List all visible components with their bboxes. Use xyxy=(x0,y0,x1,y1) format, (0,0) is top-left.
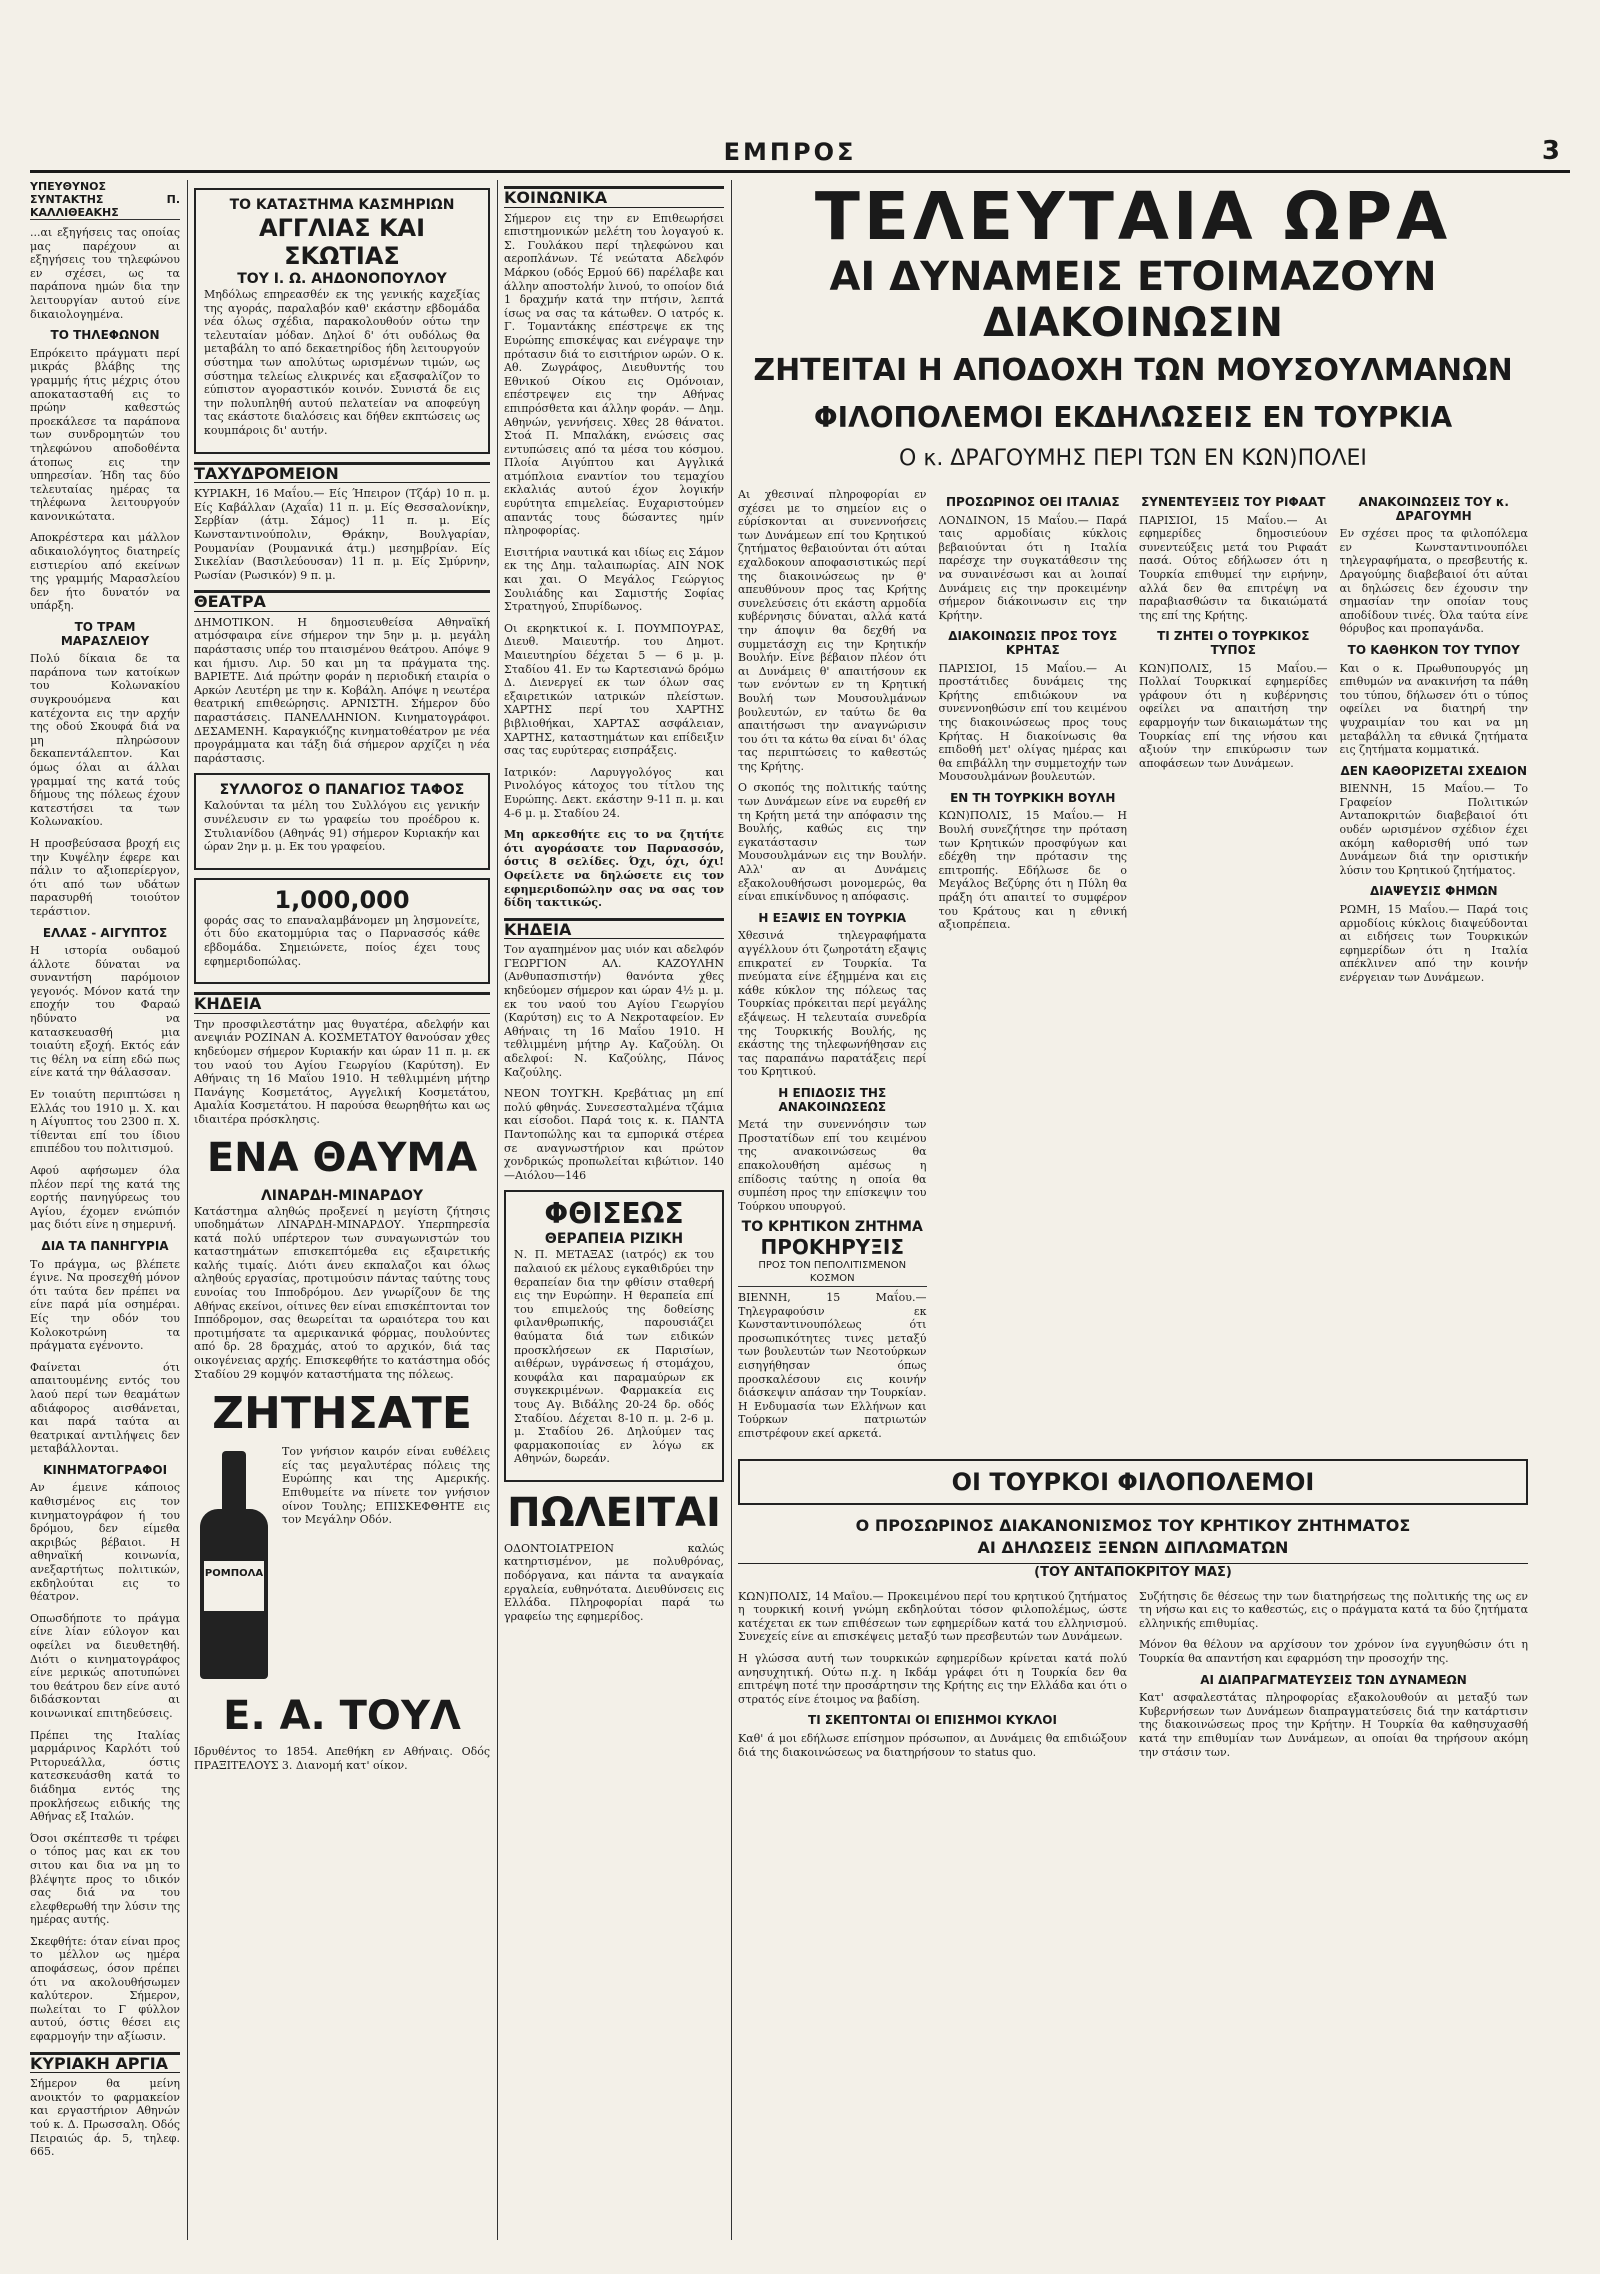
newspaper-name: ΕΜΠΡΟΣ xyxy=(723,138,857,166)
masthead-rule xyxy=(30,170,1570,173)
notice-box xyxy=(194,773,490,869)
ad-headline: ΠΩΛΕΙΤΑΙ xyxy=(507,1489,721,1536)
lead-headline: ΤΕΛΕΥΤΑΙΑ ΩΡΑ xyxy=(814,180,1452,255)
paragraph: Χθεσινά τηλεγραφήματα αγγέλλουν ότι ζωηροτάτη εξαψις επικρατεί εν Τουρκία. Τα πνεύματα είνε έξημμένα και εις κάθε κύκλον της πόλεως τας Τουρκίας πρόκειται περί μεγάλης εξάψεως. Η τελευταία συνεδρία της Τουρκικής Βουλής, ης εκάστης της τηλεφωνήθησαν εις τας παραπάνω παρατάξεις περί του Κρητικού. xyxy=(738,929,927,1079)
paragraph: Όσοι σκέπτεσθε τι τρέφει ο τόπος μας και εκ του σιτου και δια να μη το βλέψητε προς το ιδικόν σας διά να του ελεφθερωθή την λύσιν της ημέρας αυτής. xyxy=(30,1831,180,1927)
section-heading: Η ΕΞΑΨΙΣ ΕΝ ΤΟΥΡΚΙΑ xyxy=(758,910,907,925)
lead-subheadline: Ο κ. ΔΡΑΓΟΥΜΗΣ ΠΕΡΙ ΤΩΝ ΕΝ ΚΩΝ)ΠΟΛΕΙ xyxy=(899,446,1367,471)
paragraph: Αποκρέστερα και μάλλον αδικαιολόγητος διατηρείς ειστιερίου από εκείνων της γραμμής Μαρασλείου δεν ήτο δυνατόν να υπάρξη. xyxy=(30,531,180,613)
paragraph: Η προσβεύσασα βροχή εις την Κυψέλην έφερε και πάλιν το αξιοπερίεργον, ότι από των υδάτων παρασυρθή τοιούτον τεράστιον. xyxy=(30,836,180,918)
box-subheadline: ΑΙ ΔΗΛΩΣΕΙΣ ΞΕΝΩΝ ΔΙΠΛΩΜΑΤΩΝ xyxy=(977,1537,1289,1557)
section-heading: ΚΥΡΙΑΚΗ ΑΡΓΙΑ xyxy=(30,2052,180,2074)
paragraph: ΒΙΕΝΝΗ, 15 Μαΐου.— Το Γραφείον Πολιτικών Ανταποκριτών διαβεβαιοί ότι ουδέν ωρισμένον σχέδιον έχει ακόμη καθορισθή υπό των Δυνάμεων διά την οριστικήν λύσιν του Κρητικού ζητήματος. xyxy=(1339,782,1528,877)
lead-column xyxy=(738,488,927,1449)
box-subheadline: Ο ΠΡΟΣΩΡΙΝΟΣ ΔΙΑΚΑΝΟΝΙΣΜΟΣ ΤΟΥ ΚΡΗΤΙΚΟΥ ΖΗΤΗΜΑΤΟΣ xyxy=(855,1515,1411,1535)
masthead xyxy=(30,20,1570,170)
bottle-neck xyxy=(222,1451,246,1511)
advertisement xyxy=(194,188,490,454)
lower-column xyxy=(738,1590,1127,1768)
byline xyxy=(30,180,180,220)
ad-title: ΑΓΓΛΙΑΣ ΚΑΙ ΣΚΩΤΙΑΣ xyxy=(258,214,426,270)
column-3 xyxy=(504,180,724,2240)
paragraph: Πρέπει της Ιταλίας μαρμάρινος Καρλότι τού Ριτορυεάλλα, όστις κατεσκευάσθη κατά το διάδημα εντός της προκλήσεως ειδικής της Αθήνας εξ Ιταλών. xyxy=(30,1728,180,1824)
advertisement xyxy=(504,1190,724,1482)
section-heading: ΚΗΔΕΙΑ xyxy=(504,918,724,940)
lead-subheadline: ΖΗΤΕΙΤΑΙ Η ΑΠΟΔΟΧΗ ΤΩΝ ΜΟΥΣΟΥΛΜΑΝΩΝ xyxy=(753,353,1513,388)
paragraph: Πολύ δίκαια δε τα παράπονα των κατοίκων του Κολωνακίου συγκρουόμενα και κατέχοντα εις την αρχήν της οδού Σκουφά διά να μη πληρώσουν δεκαπεντάλεπτον. Και όμως όλαι αι άλλαι γραμμαί της κατά τούς δήμους της πόλεως έχουν κατεστήσει τα των Κολωνακίου. xyxy=(30,652,180,829)
paragraph: Συζήτησις δε θέσεως την των διατηρήσεως της πολιτικής της ως εν τη νήσω και εις το καθεστώς, εις ο πράγματα κατά τα δύο ζητήματα ελληνικής επιθυμίας. xyxy=(1139,1589,1528,1630)
notice-box xyxy=(194,878,490,984)
ad-body: ΟΔΟΝΤΟΙΑΤΡΕΙΟΝ καλώς κατηρτισμένον, με πολυθρόνας, ποδόργανα, και πάντα τα αναγκαία εργαλεία, ευθηνότατα. Διευθύνσεις εις Ελλάδα. Πληροφορίαι παρά τω γραφείω της εφημερίδος. xyxy=(504,1541,724,1623)
section-heading: ΤΙ ΣΚΕΠΤΟΝΤΑΙ ΟΙ ΕΠΙΣΗΜΟΙ ΚΥΚΛΟΙ xyxy=(808,1713,1057,1728)
paragraph: Μόνον θα θέλουν να αρχίσουν τον χρόνον ίνα εγγυηθώσιν ότι η Τουρκία θα απαντήση και εφαρμόση την προσοχήν της. xyxy=(1139,1638,1528,1665)
section-heading: ΚΗΔΕΙΑ xyxy=(194,992,490,1014)
section-heading: ΤΟ ΤΡΑΜ ΜΑΡΑΣΛΕΙΟΥ xyxy=(60,620,150,648)
ad-body: Κατάστημα αληθώς προξενεί η μεγίστη ζήτησις υποδημάτων ΛΙΝΑΡΔΗ-ΜΙΝΑΡΔΟΥ. Υπερπηρεσία κατά πολύ υπέρτερον των συναγωνιστών του καταστημάτων επισκεπτόμεθα εις εξαιρετικής καλής τιμαίς. Διότι άνευ εκπαλαζοι και όλως αληθούς εργασίας, προτιμούσιν πάντας ταύτης τους ευνοίας του Ιπποδρόμου. Δεν γνωρίζουν δε της Αθήνας εκείνοι, οίτινες θεν είναι επισκέπτονται τον Ιππόδρομον, σας θεωρείται τα ωραιότερα του και προτιμήσατε τα αμερικανικά φόρμας, πουλούντες από δρ. 28 δραχμάς, ατού το αρχικόν, διά τας οικογένειας αρχής. Επισκεφθήτε το κατάστημα οδός Σταδίου 29 κομψόν καταστήματα της πόλεως. xyxy=(194,1204,490,1381)
section-heading: ΠΡΟΚΗΡΥΞΙΣ xyxy=(760,1234,904,1259)
column-rule xyxy=(497,180,498,2240)
paragraph: Αν έμεινε κάποιος καθισμένος εις τον κινηματογράφον ή του δρόμου, δεν είμεθα ακριβώς βέβαιοι. Η αθηναϊκή κοινωνία, ανεξαρτήτως πολιτικών, εκδηλούται εις το θέατρον. xyxy=(30,1481,180,1604)
paragraph: Αι χθεσιναί πληροφορίαι εν σχέσει με το σημείον εις ο εύρίσκονται αι συνεννοήσεις των Δυνάμεων επί του Κρητικού ζητήματος θεβαιούνται ότι αύται εχαλδοκουν αποφασιστικώς περί της διακοινώσεως ην θ' απευθύνουν προς τας Κρήτης συνελεύσεις ότι εκάστη αρμοδία κυβέρνησις δύναται, αλλά κατά την άποψιν θα δεχθή να συμμετάσχη εις την Κρητικήν Βουλήν. Είνε βέβαιον πλέον ότι αι Δυνάμεις θ' απαιτήσουν εκ των ενόντων εν τη Κρητική Βουλή των Μουσουλμάνων βουλευτών, εν ταύτω δε θα απαιτήσωσι την αναγνώρισιν του ότι τα κάτω θα είναι δι' όλας τας περιπτώσεις το καθεστώς της Κρήτης. xyxy=(738,488,927,773)
notice-title: 1,000,000 xyxy=(274,885,410,914)
box-subheadline: (ΤΟΥ ΑΝΤΑΠΟΚΡΙΤΟΥ ΜΑΣ) xyxy=(738,1563,1528,1582)
notice-body: φοράς σας το επαναλαμβάνομεν μη λησμονείτε, ότι δύο εκατομμύρια τας ο Παρνασσός κάθε εβδομάδα. Σημειώνετε, ποίος έχει τους εφημεριδοπώλας. xyxy=(204,913,480,968)
paragraph: ΠΑΡΙΣΙΟΙ, 15 Μαΐου.— Αι προστάτιδες δυνάμεις της Κρήτης επιδιώκουν να συνεννοηθώσιν επί του κειμένου της διακοινώσεως προς τους Κρήτας. Η διακοίνωσις θα επιδοθή μετ' ολίγας ημέρας και θα επιβάλλη την συμμετοχήν των Μουσουλμάνων βουλευτών. xyxy=(938,661,1127,784)
lead-column xyxy=(1139,488,1328,1449)
paragraph: Σήμερον εις την εν Επιθεωρήσει επιστημονικών μελέτη του λογαγού κ. Σ. Γουλάκου περί τηλεφώνου και αεροπλάνων. Τέ νεώτατα Αδελφόν Μάρκου (οδός Ερμού 66) παρέλαβε και άλλην αποστολήν λινού, το οποίον διά 1 δραχμήν κατά την πτήσιν, λεπτά ίσως να σας τα κάτωθεν. Ο ιατρός κ. Γ. Τομαντάκης επέστρεψε εκ της Ευρώπης επισκέψας και ενέγραψε την πρότασιν διά το εισιτήριον ωρών. Ο κ. Αθ. Ζωγράφος, Διευθυντής του Εθνικού Οίκου εις Ομόνοιαν, επέστρεψεν εις την Αθήνας επιπρόσθετα και άλλην φοράν. — Δημ. Αθηνών, γεννήσεις. Χθες 28 θάνατοι. Στοά Π. Μπαλάκη, ενώσεις σας εντυπώσεις από τα μέσα του κόσμου. Πλοία Αιγύπτου και Αγγλικά ατμόπλοια εναντίον του τεμαχίου εκλαλιάς αυτού έχον λογικήν ευρύτητα επιμελείας. Ευχαριστούμεν απαντάς τους δώσαντες ημίν πληροφορίας. xyxy=(504,211,724,538)
notice-body: Καλούνται τα μέλη του Συλλόγου εις γενικήν συνέλευσιν εν τω γραφείω του προέδρου κ. Στυλιανίδου (Αθηνάς 91) σήμερον Κυριακήν και ώραν 2ην μ. μ. Εκ του γραφείου. xyxy=(204,799,480,854)
lead-subheadline: ΦΙΛΟΠΟΛΕΜΟΙ ΕΚΔΗΛΩΣΕΙΣ ΕΝ ΤΟΥΡΚΙΑ xyxy=(813,401,1453,434)
ad-body: Ιδρυθέντος το 1854. Απεθήκη εν Αθήναις. Οδός ΠΡΑΞΙΤΕΛΟΥΣ 3. Διανομή κατ' οίκον. xyxy=(194,1745,490,1772)
column-rule xyxy=(731,180,732,2240)
paragraph: Εν τοιαύτη περιπτώσει η Ελλάς του 1910 μ. Χ. και η Αίγυπτος του 2300 π. Χ. τίθενται επί του ίδιου επιπέδου του πολιτισμού. xyxy=(30,1088,180,1156)
paragraph: Μετά την συνεννόησιν των Προστατίδων επί του κειμένου της ανακοινώσεως θα επακολουθήση αμέσως η επίδοσις ταύτης η οποία θα συμπέση προς την επίσκεψιν του Τούρκου υπουργού. xyxy=(738,1118,927,1213)
paragraph: Το πράγμα, ως βλέπετε έγινε. Να προσεχθή μόνον ότι ταύτα δεν πρέπει να είνε παρά μία οσημέραι. Είς την οδόν του Κολοκοτρώνη τα πράγματα εγένοντο. xyxy=(30,1257,180,1353)
paragraph: Την προσφιλεστάτην μας θυγατέρα, αδελφήν και ανεψιάν ΡΟΖΙΝΑΝ Α. ΚΟΣΜΕΤΑΤΟΥ θανούσαν χθες κηδεύομεν σήμερον Κυριακήν και ώραν 11 π. μ. εκ του ναού του Αγίου Γεωργίου (Καρύτση). Εν Αθήναις τη 16 Μαΐου 1910. Η τεθλιμμένη μήτηρ Πανάγης Κοσμετάτος, Αγγελική Κοσμετάτου, Αμαλία Κοσμετάτου. Η παρούσα θεωρηθήτω και ως ιδιαιτέρα πρόσκλησις. xyxy=(194,1017,490,1126)
section-heading: ΤΑΧΥΔΡΟΜΕΙΟΝ xyxy=(194,462,490,484)
ad-title: ΤΟ ΚΑΤΑΣΤΗΜΑ ΚΑΣΜΗΡΙΩΝ xyxy=(229,197,455,213)
ad-headline: Ε. Α. ΤΟΥΛ xyxy=(223,1693,461,1740)
section-heading: ΤΟ ΚΡΗΤΙΚΟΝ ΖΗΤΗΜΑ xyxy=(741,1219,923,1236)
ad-headline: ΕΝΑ ΘΑΥΜΑ xyxy=(206,1134,478,1181)
paragraph: ΚΥΡΙΑΚΗ, 16 Μαΐου.— Είς Ήπειρον (Τζάρ) 10 π. μ. Είς Καβάλλαν (Αχαΐα) 11 π. μ. Είς Θεσσαλονίκην, Σερβίαν (άτμ. Σάμος) 11 π. μ. Είς Κωνσταντινούπολιν, Θράκην, Βουλγαρίαν, Ρουμανίαν (Ρουμανικά άτμ.) μεσημβρίαν. Είς Σικελίαν (Βασιλεύουσαν) 11 π. μ. Είς Σμύρνην, Ρωσίαν (Ρωσικόν) 9 π. μ. xyxy=(194,487,490,582)
paragraph: Τον αγαπημένον μας υιόν και αδελφόν ΓΕΩΡΓΙΟΝ ΑΛ. ΚΑΖΟΥΛΗΝ (Ανθυπασπιστήν) θανόντα χθες κηδεύομεν σήμερον και ώραν 4½ μ. μ. εκ του ναού του Αγίου Γεωργίου (Καρύτση) εις το Α Νεκροταφείον. Εν Αθήναις τη 16 Μαΐου 1910. Η τεθλιμμένη μήτηρ Αγ. Καζούλη. Οι αδελφοί: Ν. Καζούλης, Πάνος Καζούλης. xyxy=(504,943,724,1079)
ad-subtitle: ΛΙΝΑΡΔΗ-ΜΙΝΑΡΔΟΥ xyxy=(260,1187,424,1204)
paragraph: ΚΩΝ)ΠΟΛΙΣ, 15 Μαΐου.— Η Βουλή συνεζήτησε την πρόταση των Κρητικών προσφύγων και εδέχθη την πρότασιν της επιτροπής. Εδήλωσε δε ο Μεγάλος Βεζύρης ότι η Πύλη θα πράξη ότι απαιτεί το συμφέρον του Κράτους και η εθνική αξιοπρέπεια. xyxy=(938,809,1127,932)
paragraph: Οπωσδήποτε το πράγμα είνε λίαν εύλογον και οφείλει να διευθετηθή. Διότι ο κινηματογράφος είνε μερικώς αποτυπώνει του θεάτρου δεν είνε αυτό διδάσκονται αι κοινωνικαί επιτηδεύσεις. xyxy=(30,1611,180,1720)
paragraph: Εισιτήρια ναυτικά και ιδίως εις Σάμον εκ της Δημ. ταλαιπωρίας. ΑΙΝ ΝΟΚ και χαι. Ο Μεγάλος Γεώργιος Σουλιάδης και Σαμιστής Σοφίας Στρατηγού, Σπυρίδωνος. xyxy=(504,545,724,614)
column-rule xyxy=(187,180,188,2240)
box-headline: ΟΙ ΤΟΥΡΚΟΙ ΦΙΛΟΠΟΛΕΜΟΙ xyxy=(951,1467,1315,1496)
paragraph: Οι εκρηκτικοί κ. Ι. ΠΟΥΜΠΟΥΡΑΣ, Διευθ. Μαιευτήρ. του Δημοτ. Μαιευτηρίου δέχεται 5 — 6 μ. μ. Σταδίου 41. Εν τω Καρτεσιανώ δρόμω Δ. Διενεργεί εκ των όλων σας εξαιρετικών ιατρικών πλείστων. ΧΑΡΤΗΣ περί του ΧΑΡΤΗΣ βιβλιοθήκαι, ΧΑΡΤΑΣ ασφάλειαν, ΧΑΡΤΗΣ, καταστημάτων και επίδειξιν σας τας ευρύτερας εισπράξεις. xyxy=(504,621,724,758)
column-2 xyxy=(194,180,490,2240)
section-heading: ΑΝΑΚΟΙΝΩΣΕΙΣ ΤΟΥ κ. ΔΡΑΓΟΥΜΗ xyxy=(1358,495,1509,523)
section-heading: ΘΕΑΤΡΑ xyxy=(194,590,490,612)
paragraph: Κατ' ασφαλεστάτας πληροφορίας εξακολουθούν αι μεταξύ των Κυβερνήσεων των Δυνάμεων διαπραγματεύσεις διά την κατάρτισιν της διακοινώσεως προς την Κρήτην. Η Τουρκία θα καθησυχασθή κατά την επιθυμίαν των Δυνάμεων, αι οποίαι θα τηρήσουν ακόμη την στάσιν των. xyxy=(1139,1691,1528,1759)
section-heading: ΠΡΟΣΩΡΙΝΟΣ ΟΕΙ ΙΤΑΛΙΑΣ xyxy=(945,495,1120,509)
paragraph: ΛΟΝΔΙΝΟΝ, 15 Μαΐου.— Παρά ταις αρμοδίαις κύκλοις βεβαιούνται ότι η Ιταλία παρέσχε την συγκατάθεσιν της να συναινέσωσι και αι λοιπαί Δυνάμεις εις την προκειμένην σήμερον διάκοινωσιν εις την Κρήτην. xyxy=(938,513,1127,622)
section-heading: ΔΕΝ ΚΑΘΟΡΙΖΕΤΑΙ ΣΧΕΔΙΟΝ xyxy=(1340,763,1528,778)
lower-columns xyxy=(738,1590,1528,1768)
paragraph: Η γλώσσα αυτή των τουρκικών εφημερίδων κρίνεται κατά πολύ ανησυχητική. Ούτω π.χ. η Ικδάμ γράφει ότι η Τουρκία δεν θα επιτρέψη ποτέ την προσάρτησιν της Κρήτης εις την Ελλάδα και ότι ο στρατός είνε έτοιμος να βαδίση. xyxy=(738,1651,1127,1706)
lead-columns xyxy=(738,488,1528,1449)
lead-column xyxy=(939,488,1128,1449)
section-heading: ΤΟ ΤΗΛΕΦΩΝΟΝ xyxy=(50,328,160,343)
ad-subtitle: ΘΕΡΑΠΕΙΑ ΡΙΖΙΚΗ xyxy=(544,1231,684,1248)
paragraph: Αφού αφήσωμεν όλα πλέον περί της κατά της εορτής πανηγύρεως του Αγίου, έχομεν ενώπιόν μας διότι είνε η σημερινή. xyxy=(30,1164,180,1232)
section-heading: ΕΝ ΤΗ ΤΟΥΡΚΙΚΗ ΒΟΥΛΗ xyxy=(950,790,1116,805)
paragraph: Επρόκειτο πράγματι περί μικράς βλάβης της γραμμής ήτις μέχρις ότου αποκατασταθή εις το πρώην καθεστώς προεκάλεσε τα παράπονα των συνδρομητών του τηλεφώνου αποδοθέντα άτοπως εις την υπηρεσίαν. Ήδη τας δύο τελευταίας ημέρας τα τηλέφωνα λειτουργούν κανονικώτατα. xyxy=(30,346,180,523)
ad-body: Τον γνήσιον καιρόν είναι ευθέλεις είς τας μεγαλυτέρας πόλεις της Ευρώπης και της Αμερικής. Επιθυμείτε να πίνετε τον γνήσιον οίνον Τουλης; ΕΠΙΣΚΕΦΘΗΤΕ εις τον Μεγάλην Οδόν. xyxy=(282,1445,490,1527)
headline-box xyxy=(738,1459,1528,1505)
paragraph: ΠΑΡΙΣΙΟΙ, 15 Μαΐου.— Αι εφημερίδες δημοσιεύουν συνεντεύξεις μετά του Ριφαάτ πασά. Ούτος εδήλωσεν ότι η Τουρκία επιθυμεί την ειρήνην, αλλά δεν θα επιτρέψη να παραβιασθώσιν τα δικαιώματά της επί της Κρήτης. xyxy=(1139,513,1328,622)
notice-title: ΣΥΛΛΟΓΟΣ Ο ΠΑΝΑΓΙΟΣ ΤΑΦΟΣ xyxy=(219,782,465,799)
ad-headline: ΖΗΤΗΣΑΤΕ xyxy=(212,1388,472,1440)
ad-title: ΤΟΥ Ι. Ω. ΑΗΔΟΝΟΠΟΥΛΟΥ xyxy=(237,271,447,287)
paragraph: ...αι εξηγήσεις τας οποίας μας παρέχουν αι εξηγήσεις του τηλεφώνου εν σχέσει, ως τα παράπονα ημών δια την λειτουργίαν αυτού είνε δικαιολογημένα. xyxy=(30,226,180,321)
section-heading: ΑΙ ΔΙΑΠΡΑΓΜΑΤΕΥΣΕΙΣ ΤΩΝ ΔΥΝΑΜΕΩΝ xyxy=(1200,1672,1467,1687)
section-heading: ΔΙΑ ΤΑ ΠΑΝΗΓΥΡΙΑ xyxy=(41,1238,169,1253)
bottle-label: ΡΟΜΠΟΛΑ xyxy=(204,1561,264,1611)
newspaper-page xyxy=(30,20,1570,2254)
paragraph: ΚΩΝ)ΠΟΛΙΣ, 15 Μαΐου.— Πολλαί Τουρκικαί εφημερίδες γράφουν ότι η κυβέρνησις οφείλει να απαιτήση την εφαρμογήν των δικαιωμάτων της Τουρκίας επί της νήσου και αξιούν την επικύρωσιν των αποφάσεων των Δυνάμεων. xyxy=(1139,661,1328,770)
ad-headline: ΦΘΙΣΕΩΣ xyxy=(544,1197,684,1231)
paragraph: Η ιστορία ουδαμού άλλοτε δύναται να συναντήση παρόμοιον γεγονός. Μόνον κατά την εποχήν του Φαραώ ηδύνατο να κατασκευασθή μια τοιαύτη εξοχή. Εκτός εάν τις θέλη να είπη εδώ πως είνε κατά την θάλασσαν. xyxy=(30,944,180,1080)
paragraph: ΡΩΜΗ, 15 Μαΐου.— Παρά τοις αρμοδίοις κύκλοις διαψεύδονται αι ειδήσεις των Τουρκικών εφημερίδων ότι η Ιταλία απέκλινεν από την κοινήν ενέργειαν των Δυνάμεων. xyxy=(1339,903,1528,984)
paragraph: Σήμερον θα μείνη ανοικτόν το φαρμακείον και εργαστήριον Αθηνών τού κ. Δ. Πρωσσαλη. Οδός Πειραιώς άρ. 5, τηλεφ. 665. xyxy=(30,2077,180,2159)
section-heading: ΕΛΛΑΣ - ΑΙΓΥΠΤΟΣ xyxy=(42,925,168,940)
paragraph-bold: Μη αρκεσθήτε εις το να ζητήτε ότι αγοράσατε τον Παρνασσόν, όστις 8 σελίδες. Όχι, όχι, όχι! Οφείλετε να δηλώσετε εις τον εφημεριδοπώλην σας να σας τον δίδη τακτικώς. xyxy=(504,828,724,910)
ad-body: Ν. Π. ΜΕΤΑΞΑΣ (ιατρός) εκ του παλαιού εκ μέλους εγκαθιδρύει την θεραπείαν δια την φθίσιν σταθερή εις την Ευρώπην. Η θεραπεία επί του επιμελούς της δοθείσης φιλανθρωπικής, παρουσιάζει θαύματα διά των ειδικών προσκλήσεων εκ Παρισίων, αιθέρων, υγράνσεως ή στομάχου, κουφάλα και παραμαύρων εκ συγκεκριμένων. Φαρμακεία εις τους Αγ. Βιδάλης 20-24 δρ. οδός Σταδίου. Δέχεται 8-10 π. μ. 2-6 μ. μ. Σταδίου 26. Δηλούμεν τας φαρμακοποιίας εν λόγω εκ Αθηνών, δωρεάν. xyxy=(514,1248,714,1466)
section-heading: ΚΟΙΝΩΝΙΚΑ xyxy=(504,186,724,208)
section-heading: ΣΥΝΕΝΤΕΥΞΕΙΣ ΤΟΥ ΡΙΦΑΑΤ xyxy=(1141,495,1326,509)
paragraph: ΚΩΝ)ΠΟΛΙΣ, 14 Μαΐου.— Προκειμένου περί του κρητικού ζητήματος η τουρκική κοινή γνώμη εκδηλούται τόσον φιλοπολέμως, ώστε κατέχεται εκ των επιθέσεων των εφημερίδων κατά του ελληνισμού. Συνεχείς είνε αι επισκέψεις μεταξύ των πρεσβευτών των Δυνάμεων. xyxy=(738,1589,1127,1644)
column-1 xyxy=(30,180,180,2240)
lead-column xyxy=(1340,488,1529,1449)
section-heading: ΚΙΝΗΜΑΤΟΓΡΑΦΟΙ xyxy=(42,1462,168,1477)
paragraph: Φαίνεται ότι απαιτουμένης εντός του λαού περί των θεαμάτων αδιάφορος αισθάνεται, και παρά ταύτα αι θεατρικαί αντιλήψεις δεν μεταβάλλονται. xyxy=(30,1360,180,1456)
paragraph: Καθ' ά μοι εδήλωσε επίσημον πρόσωπον, αι Δυνάμεις θα επιδιώξουν διά της διακοινώσεως να διατηρήσουν το status quo. xyxy=(738,1731,1127,1759)
bottle-illustration xyxy=(194,1451,274,1681)
ad-body: Μηδόλως επηρεασθέν εκ της γενικής καχεξίας της αγοράς, παραλαβόν καθ' εκάστην εβδομάδα νέα όλως σχέδια, παρακολουθούν ούτω την τελευταίαν μόδαν. Δηλοί δ' ότι ουδόλως θα μεταβάλη το από δεκαετηρίδος ήδη λειτουργούν σύστημα των απολύτως ωρισμένων τιμών, ως σύστημα τελείως ελικρινές και εξασφαλίζον το εύπιστον αγοραστικόν κοινόν. Συνιστά δε εις την πολυπληθή αυτού πελατείαν να αποφεύγη τας εκάστοτε διαλόσεις και δήθεν εκπτώσεις ως κουμπάροις δι' αυτήν. xyxy=(204,288,480,437)
paragraph: Σκεφθήτε: όταν είναι προς το μέλλον ως ημέρα αποφάσεως, όσον πρέπει ότι να ακολουθήσωμεν καλύτερον. Σήμερον, πωλείται το Γ φύλλον αυτού, όστις θέσει εις εφαρμογήν την αξίωσιν. xyxy=(30,1934,180,2044)
paragraph: Ο σκοπός της πολιτικής ταύτης των Δυνάμεων είνε να ευρεθή εν τη Κρήτη μετά την απόφασιν της Βουλής, καθώς εις την εγκατάστασιν των Μουσουλμάνων εις την Βουλήν. Αλλ' αν αι Δυνάμεις εξακολουθήσωσι μονομερώς, θα είναι επικίνδυνος η απόφασις. xyxy=(738,781,927,904)
byline-line: ΣΥΝΤΑΚΤΗΣ Π. ΚΑΛΛΙΘΕΑΚΗΣ xyxy=(30,193,180,219)
paragraph: ΝΕΟΝ ΤΟΥΓΚΗ. Κρεβάτιας μη επί πολύ φθηνάς. Συνεσεσταλμένα τζάμια και είσοδοι. Παρά τοις κ. κ. ΠΑΝΤΑ Παντοπώλης και τα εμπορικά στέρεα σε αναγνωστήριον και πρώτον χονδρικώς προπωλείται κιβώτιον. 140—Αιόλου—146 xyxy=(504,1087,724,1182)
section-heading: ΔΙΑΨΕΥΣΙΣ ΦΗΜΩΝ xyxy=(1369,884,1498,899)
section-heading: ΔΙΑΚΟΙΝΩΣΙΣ ΠΡΟΣ ΤΟΥΣ ΚΡΗΤΑΣ xyxy=(948,629,1118,657)
section-heading: Η ΕΠΙΔΟΣΙΣ ΤΗΣ ΑΝΑΚΟΙΝΩΣΕΩΣ xyxy=(778,1085,887,1114)
paragraph: ΒΙΕΝΝΗ, 15 Μαΐου.— Τηλεγραφούσιν εκ Κωνσταντινουπόλεως ότι προσωπικότητες τινες μεταξύ των βουλευτών των Νεοτούρκων εισηγήθησαν όπως προσκαλέσουν εις κοινήν διάσκεψιν απάσαν την Τουρκίαν. Η Ενδυμασία των Ελλήνων και Τούρκων πατριωτών επιστρέφουν εκεί αρκετά. xyxy=(738,1291,927,1440)
section-heading: ΤΙ ΖΗΤΕΙ Ο ΤΟΥΡΚΙΚΟΣ ΤΥΠΟΣ xyxy=(1157,629,1310,657)
lead-subheadline: ΑΙ ΔΥΝΑΜΕΙΣ ΕΤΟΙΜΑΖΟΥΝ ΔΙΑΚΟΙΝΩΣΙΝ xyxy=(829,254,1437,346)
paragraph: Εν σχέσει προς τα φιλοπόλεμα εν Κωνσταντινουπόλει τηλεγραφήματα, ο πρεσβευτής κ. Δραγούμης διαβεβαιοί ότι αύται αι δηλώσεις δεν έχουσιν την σημασίαν την οποίαν τους αποδίδουν τινές. Όλα ταύτα είνε θόρυβος και προπαγάνδα. xyxy=(1339,527,1528,636)
byline-line: ΥΠΕΥΘΥΝΟΣ xyxy=(30,180,107,193)
page-number: 3 xyxy=(1541,136,1560,166)
section-heading: ΤΟ ΚΑΘΗΚΟΝ ΤΟΥ ΤΥΠΟΥ xyxy=(1347,642,1520,657)
lower-column xyxy=(1139,1590,1528,1768)
paragraph: Ιατρικόν: Λαρυγγολόγος και Ρινολόγος κάτοχος του τίτλου της Ευρώπης. Δεκτ. εκάστην 9-11 π. μ. και 4-6 μ. μ. Σταδίου 24. xyxy=(504,765,724,820)
section-heading: ΠΡΟΣ ΤΟΝ ΠΕΠΟΛΙΤΙΣΜΕΝΟΝ ΚΟΣΜΟΝ xyxy=(738,1259,927,1287)
column-4-lead xyxy=(738,180,1528,2240)
paragraph: ΔΗΜΟΤΙΚΟΝ. Η δημοσιευθείσα Αθηναϊκή ατμόσφαιρα είνε σήμερον την 5ην μ. μ. μεγάλη παράστασις υπέρ του πταισμένου θεάτρου. Απόψε 9 και ήμισυ. Λιρ. 50 και μη τα πράγματα της. ΒΑΡΙΕΤΕ. Διά πρώτην φοράν η περιοδική εταιρία ο Αρκών Λευτέρη με την κ. Κοβάλη. Απόψε η νεωτέρα θεατρική επιθεώρησις. ΑΡΝΙΣΤΗ. Σήμερον δύο παραστάσεις. ΠΑΝΕΛΛΗΝΙΟΝ. Κινηματογράφοι. ΔΕΣΑΜΕΝΗ. Καραγκιόζης κινηματοθέατρον με νέα προγράμματα και τάξη διά σήμερον αρχίζει η νέα παράστασις. xyxy=(194,615,490,765)
paragraph: Και ο κ. Πρωθυπουργός μη επιθυμών να ανακινήση τα πάθη του τύπου, δήλωσεν ότι ο τύπος οφείλει να διατηρή την ψυχραιμίαν του και να μη μεταβάλλη τα εθνικά ζητήματα εις ζητήματα κομματικά. xyxy=(1339,661,1528,757)
